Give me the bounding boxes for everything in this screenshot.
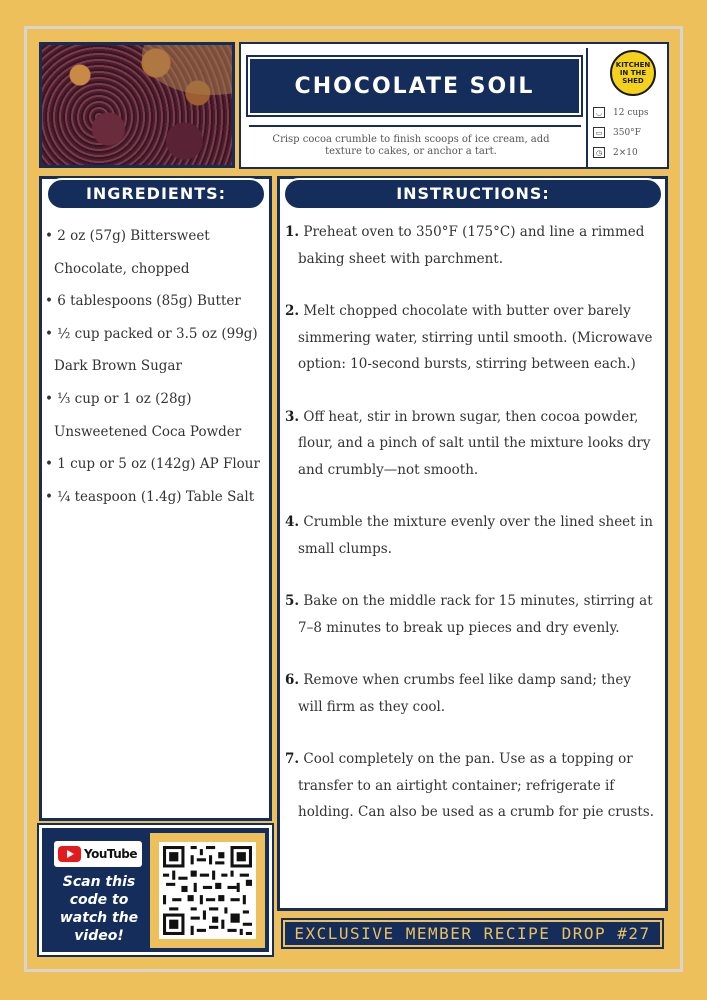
qr-code[interactable] <box>159 842 256 939</box>
instruction-step <box>285 219 655 272</box>
step-text: Preheat oven to 350°F (175°C) and line a rimmed baking sheet with parchment. <box>298 224 645 267</box>
ingredient-line: Dark Brown Sugar <box>54 358 182 375</box>
instruction-step <box>285 746 655 826</box>
instruction-step <box>285 509 655 562</box>
footer-banner <box>283 920 662 947</box>
divider <box>249 125 581 127</box>
ingredient-line: • ⅓ cup or 1 oz (28g) <box>45 390 192 407</box>
ingredient-line: • 1 cup or 5 oz (142g) AP Flour <box>45 456 260 473</box>
recipe-subtitle: Crisp cocoa crumble to finish scoops of ice cream, add texture to cakes, or anchor a tart. <box>272 134 550 157</box>
ingredients-list <box>45 220 267 513</box>
yield-label: 12 cups <box>613 107 649 118</box>
qr-code-icon <box>163 846 252 935</box>
yield-info <box>593 107 649 118</box>
youtube-panel <box>39 825 272 955</box>
step-number: 7. <box>285 751 300 767</box>
step-number: 4. <box>285 514 300 530</box>
youtube-logo[interactable] <box>54 841 142 867</box>
bowl-icon: ◡ <box>593 107 605 118</box>
step-number: 5. <box>285 593 300 609</box>
logo-text: KITCHEN IN THE SHED <box>615 61 651 85</box>
time-label: 2×10 <box>613 147 638 158</box>
step-text: Melt chopped chocolate with butter over barely simmering water, stirring until smooth. (Microwave option: 10-second bursts, stirring between each.) <box>298 303 653 372</box>
step-number: 1. <box>285 224 300 240</box>
step-text: Remove when crumbs feel like damp sand; they will firm as they cool. <box>298 672 631 715</box>
ingredient-line: • ¼ teaspoon (1.4g) Table Salt <box>45 488 255 505</box>
instruction-step <box>285 667 655 720</box>
oven-icon: ▭ <box>593 127 605 138</box>
divider <box>586 48 588 167</box>
youtube-brand: YouTube <box>84 847 138 861</box>
temp-label: 350°F <box>613 127 641 138</box>
step-text: Crumble the mixture evenly over the lined sheet in small clumps. <box>298 514 653 557</box>
ingredient-line: • ½ cup packed or 3.5 oz (99g) <box>45 325 258 342</box>
step-number: 3. <box>285 408 300 425</box>
ingredients-heading: INGREDIENTS: <box>46 178 266 210</box>
temp-info <box>593 127 641 138</box>
step-number: 2. <box>285 303 300 319</box>
time-info <box>593 147 638 158</box>
step-text: Bake on the middle rack for 15 minutes, stirring at 7–8 minutes to break up pieces and dry evenly. <box>298 593 653 636</box>
qr-frame <box>150 833 265 948</box>
youtube-play-icon <box>58 846 81 862</box>
step-text: Off heat, stir in brown sugar, then cocoa powder, flour, and a pinch of salt until the mixture looks dry and crumbly—not smooth. <box>298 408 651 478</box>
scan-cta: Scan this code to watch the video! <box>59 874 139 944</box>
instruction-step <box>285 298 655 378</box>
instructions-list <box>285 219 655 852</box>
instructions-heading: INSTRUCTIONS: <box>283 178 663 210</box>
recipe-photo <box>39 42 235 168</box>
step-number: 6. <box>285 672 300 688</box>
ingredient-line: • 6 tablespoons (85g) Butter <box>45 293 241 310</box>
ingredient-line: Chocolate, chopped <box>54 260 190 277</box>
title-card <box>239 42 669 169</box>
instruction-step <box>285 588 655 641</box>
kitchen-logo-icon <box>610 50 656 96</box>
timer-icon: ◷ <box>593 147 605 158</box>
ingredient-line: • 2 oz (57g) Bittersweet <box>45 228 210 244</box>
title-bar <box>248 57 581 115</box>
step-text: Cool completely on the pan. Use as a topping or transfer to an airtight container; refrigerate if holding. Can also be used as a crumb for pie crusts. <box>298 751 655 820</box>
recipe-title: CHOCOLATE SOIL <box>294 73 535 99</box>
instruction-step <box>285 404 655 484</box>
footer-text: EXCLUSIVE MEMBER RECIPE DROP #27 <box>294 924 651 943</box>
ingredient-line: Unsweetened Coca Powder <box>54 423 242 440</box>
